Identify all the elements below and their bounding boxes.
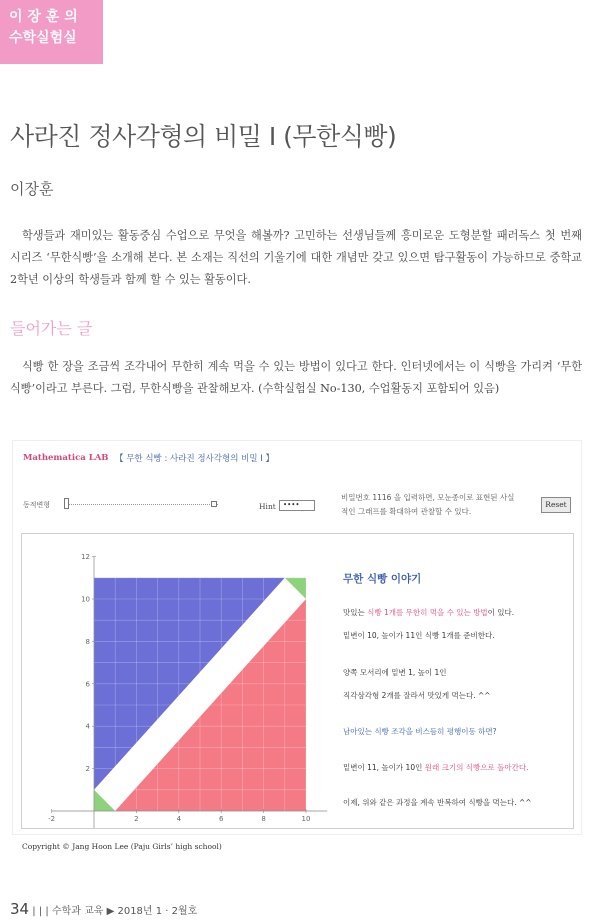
region-green-bottom	[94, 790, 115, 811]
copyright: Copyright © Jang Hoon Lee (Paju Girls’ high school)	[22, 842, 222, 851]
reset-button[interactable]: Reset	[541, 497, 571, 513]
journal-name: 수학과 교육 ▶ 2018년 1 · 2월호	[51, 906, 198, 917]
y-tick-label: 6	[85, 680, 90, 689]
page-footer	[10, 900, 197, 918]
article-author: 이장훈	[10, 180, 54, 198]
x-tick-label: 6	[218, 815, 224, 823]
hint-label: Hint	[259, 502, 276, 511]
lab-subtitle: 【 무한 식빵 : 사라진 정사각형의 비밀 I 】	[115, 454, 274, 464]
story-line-1a: 맛있는	[343, 608, 368, 617]
y-tick-label: 8	[85, 637, 90, 646]
x-tick-label: 4	[176, 815, 182, 823]
story-line-6	[343, 762, 528, 773]
hint-password-input[interactable]: ••••	[279, 500, 315, 511]
bread-graph	[22, 534, 332, 828]
x-tick-label: 10	[301, 815, 311, 823]
password-note: 비밀번호 1116 을 입력하면, 모눈종이로 표현된 사실적인 그래프를 확대하여 관찰할 수 있다.	[341, 493, 515, 516]
story-line-1b: 식빵 1개를 무한히 먹을 수 있는 방법	[367, 608, 488, 617]
story-line-4: 직각삼각형 2개를 잘라서 맛있게 먹는다. ^^	[343, 691, 491, 700]
slider-label: 동적변형	[23, 501, 51, 509]
story-line-1c: 이 있다.	[487, 608, 515, 617]
story-title: 무한 식빵 이야기	[343, 573, 422, 585]
slider-track[interactable]	[68, 504, 218, 505]
series-tag	[0, 0, 103, 64]
article-title: 사라진 정사각형의 비밀 I (무한식빵)	[10, 122, 397, 151]
mathematica-applet	[12, 440, 582, 835]
section-heading: 들어가는 글	[10, 319, 93, 338]
intro-paragraph: 학생들과 재미있는 활동중심 수업으로 무엇을 해볼까? 고민하는 선생님들께 흥미로운 도형분할 패러독스 첫 번째 시리즈 ‘무한식빵’을 소개해 본다. 본 소재는 직선의 기울기에 대한 개념만 갖고 있으면 탐구활동이 가능하므로 중학교 2학년 이상의 학생들과 함께 할 수 있는 활동이다.	[10, 229, 582, 286]
page-number: 34	[10, 900, 30, 918]
lab-title: Mathematica LAB	[23, 453, 109, 463]
footer-separator: | | |	[32, 906, 49, 917]
y-tick-label: 4	[85, 722, 90, 731]
story-line-6b: 원래 크기의 식빵으로 돌아간다.	[424, 763, 529, 772]
section-paragraph: 식빵 한 장을 조금씩 조각내어 무한히 계속 먹을 수 있는 방법이 있다고 한다. 인터넷에서는 이 식빵을 가리켜 ‘무한식빵’이라고 부른다. 그럼, 무한식빵을 관찰해보자. (수학실험실 No-130, 수업활동지 포함되어 있음)	[10, 360, 582, 395]
series-tag-line1: 이 장 훈 의	[9, 9, 78, 25]
story-line-1	[343, 607, 514, 618]
y-tick-label: 2	[85, 765, 90, 774]
slider-handle[interactable]	[64, 498, 69, 509]
story-line-7: 이제, 위와 같은 과정을 계속 반복하여 식빵을 먹는다. ^^	[343, 798, 532, 807]
slider-end-marker[interactable]	[211, 501, 217, 507]
story-line-2: 밑변이 10, 높이가 11인 식빵 1개를 준비한다.	[343, 631, 495, 640]
series-tag-line2: 수학실험실	[9, 30, 77, 46]
region-green-top	[285, 578, 306, 599]
story-line-6a: 밑변이 11, 높이가 10인	[343, 763, 425, 772]
x-tick-label: -2	[48, 815, 56, 823]
x-tick-label: 8	[261, 815, 266, 823]
y-tick-label: 12	[81, 553, 90, 562]
story-line-3: 양쪽 모서리에 밑변 1, 높이 1인	[343, 668, 447, 677]
y-tick-label: 10	[81, 595, 90, 604]
x-tick-label: 2	[134, 815, 139, 823]
story-line-5: 남아있는 식빵 조각을 비스듬히 평행이동 하면?	[343, 727, 497, 736]
